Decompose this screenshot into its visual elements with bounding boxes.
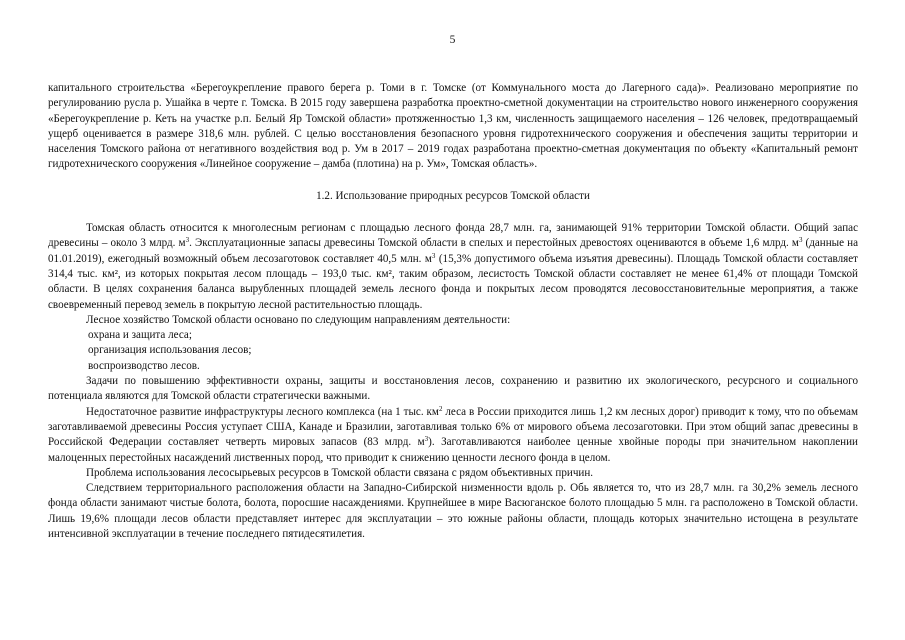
infra-text-1: Недостаточное развитие инфраструктуры лесного комплекса (на 1 тыс. км (86, 405, 439, 418)
list-item: охрана и защита леса; (88, 329, 192, 342)
infra-text-2: леса в России приходится лишь 1,2 км лесных дорог) приводит к тому, что по объемам заготавливаемой древесины Россия уступает США, Канаде и Бразилии, заготавливая только 6% от мирового объема лесозаготовки. При этом общий запас древесины в Российской Федерации составляет четверть мировых запасов (83 млрд. м (48, 405, 858, 449)
forest-text-3: (данные на 01.01.2019), ежегодный возможный объем лесозаготовок составляет 40,5 млн. м (48, 237, 859, 265)
infra-sup-1: 2 (438, 404, 443, 413)
page-content (48, 81, 858, 542)
section-title: 1.2. Использование природных ресурсов Томской области (316, 189, 590, 202)
infra-sup-2: 3 (424, 435, 429, 444)
continued-paragraph (48, 81, 858, 173)
list-item: организация использования лесов; (88, 344, 252, 357)
problem-paragraph: Проблема использования лесосырьевых ресурсов в Томской области связана с рядом объективных причин. (86, 466, 594, 479)
forest-text-1: Томская область относится к многолесным регионам с площадью лесного фонда 28,7 млн. га, занимающей 91% территории Томской области. Общий запас древесины – около 3 млрд. м (48, 222, 858, 250)
forest-text-4: (15,3% допустимого объема изъятия древесины). Площадь Томской области составляет 314,4 тыс. км², из которых покрытая лесом площадь – 193,0 тыс. км², таким образом, лесистость Томской области составляет не менее 61,4% от площади Томской области. В целях сохранения баланса вырубленных площадей земель лесного фонда и покрытых лесом проводятся лесовосстановительные мероприятия, а также своевременный перевод земель в покрытую лесной растительностью площадь. (48, 252, 859, 311)
forest-sup-2: 3 (798, 236, 803, 245)
continued-paragraph-text: капитального строительства «Берегоукрепление правого берега р. Томи в г. Томске (от Коммунального моста до Лагерного сада)». Реализовано мероприятие по регулированию русла р. Ушайка в черте г. Томска. В 2015 году завершена разработка проектно-сметной документации на строительство нового инженерного сооружения «Берегоукрепление р. Кеть на участке р.п. Белый Яр Томской области» протяженностью 1,3 км, численность защищаемого населения – 126 человек, предотвращаемый ущерб оценивается в размере 318,6 млн. рублей. С целью восстановления безопасного уровня гидротехнического сооружения и обеспечения защиты территории и населения Томского района от негативного воздействия вод р. Ум в 2017 – 2019 годах разработана проектно-сметная документация по объекту «Капитальный ремонт гидротехнического сооружения «Линейное сооружение – дамба (плотина) на р. Ум», Томская область». (48, 82, 858, 171)
infrastructure-paragraph (48, 405, 858, 466)
list-item: воспроизводство лесов. (88, 359, 200, 372)
directions-list (48, 328, 858, 374)
directions-intro: Лесное хозяйство Томской области основано по следующим направлениям деятельности: (86, 313, 511, 326)
page-number: 5 (449, 34, 456, 46)
forest-paragraph (48, 221, 858, 313)
forest-text-2: . Эксплуатационные запасы древесины Томской области в спелых и перестойных древостоях оцениваются в объеме 1,6 млрд. м (189, 237, 799, 250)
infra-text-3: ). Заготавливаются наиболее ценные хвойные породы при значительном накоплении малоценных перестойных насаждений лиственных пород, что приводит к снижению ценности лесного фонда в целом. (48, 436, 858, 464)
tasks-paragraph: Задачи по повышению эффективности охраны, защиты и восстановления лесов, сохранению и развитию их экологического, ресурсного и социального потенциала являются для Томской области стратегически важными. (48, 375, 858, 403)
forest-sup-3: 3 (431, 251, 436, 260)
forest-sup-1: 3 (185, 236, 190, 245)
consequence-paragraph: Следствием территориального расположения области на Западно-Сибирской низменности вдоль р. Обь является то, что из 28,7 млн. га 30,2% земель лесного фонда области занимают чистые болота, болота, поросшие насаждениями. Крупнейшее в мире Васюганское болото площадью 5 млн. га расположено в Томской области. Лишь 19,6% площади лесов области представляет интерес для эксплуатации – это южные районы области, площадь которых значительно истощена в результате интенсивной эксплуатации в течение последнего пятидесятилетия. (48, 482, 858, 541)
